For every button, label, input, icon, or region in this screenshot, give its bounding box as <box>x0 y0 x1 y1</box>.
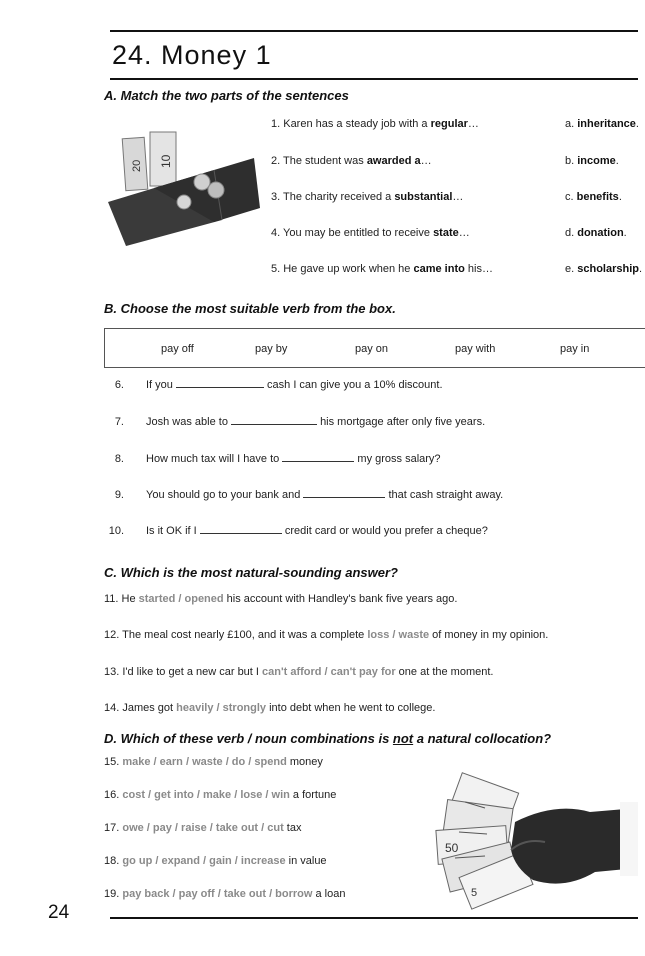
gap-fill-item: 7. Josh was able to his mortgage after only five years. <box>114 416 486 428</box>
match-right-item: a. inheritance. <box>565 118 639 130</box>
banknote-10 <box>150 132 176 186</box>
verb-option: pay by <box>255 343 288 355</box>
answer-blank[interactable] <box>282 451 354 462</box>
coin <box>208 182 224 198</box>
collocation-item: 15. make / earn / waste / do / spend money <box>104 756 323 768</box>
gap-fill-item: 10. Is it OK if I credit card or would you prefer a cheque? <box>108 525 488 537</box>
choice-item: 12. The meal cost nearly £100, and it was a complete loss / waste of money in my opinion. <box>104 629 549 641</box>
choice-item: 14. James got heavily / strongly into debt when he went to college. <box>104 702 436 714</box>
collocation-item: 17. owe / pay / raise / take out / cut tax <box>104 822 302 834</box>
collocation-item: 16. cost / get into / make / lose / win a fortune <box>104 789 337 801</box>
coin <box>194 174 210 190</box>
match-right-item: c. benefits. <box>565 191 622 203</box>
collocation-item: 18. go up / expand / gain / increase in value <box>104 855 327 867</box>
verb-option: pay off <box>161 343 194 355</box>
banknote-5-label: 5 <box>471 887 478 899</box>
hand-with-banknotes-illustration <box>415 772 638 910</box>
match-left-item: 4. You may be entitled to receive state… <box>271 227 470 239</box>
verb-option: pay in <box>560 343 590 355</box>
match-left-item: 3. The charity received a substantial… <box>271 191 464 203</box>
match-right-item: d. donation. <box>565 227 627 239</box>
gap-fill-item: 9. You should go to your bank and that cash straight away. <box>114 489 504 501</box>
section-c-heading: C. Which is the most natural-sounding answer? <box>104 565 398 580</box>
section-a-heading: A. Match the two parts of the sentences <box>104 88 349 103</box>
section-d-heading: D. Which of these verb / noun combinations is not a natural collocation? <box>104 731 552 746</box>
title-rule <box>110 78 638 80</box>
page-title: 24. Money 1 <box>112 40 272 70</box>
choice-item: 11. He started / opened his account with Handley's bank five years ago. <box>104 593 458 605</box>
match-right-item: b. income. <box>565 155 619 167</box>
answer-blank[interactable] <box>231 414 317 425</box>
verb-box <box>104 328 645 368</box>
answer-blank[interactable] <box>200 523 282 534</box>
shirt-cuff <box>620 802 638 876</box>
answer-blank[interactable] <box>303 487 385 498</box>
wallet-note-10-label: 10 <box>159 154 173 168</box>
bottom-rule <box>110 917 638 919</box>
answer-blank[interactable] <box>176 377 264 388</box>
wallet-illustration <box>104 130 264 248</box>
choice-item: 13. I'd like to get a new car but I can't afford / can't pay for one at the moment. <box>104 666 494 678</box>
gap-fill-item: 6. If you cash I can give you a 10% discount. <box>114 379 443 391</box>
banknote-50-label: 50 <box>445 841 459 855</box>
collocation-item: 19. pay back / pay off / take out / borrow a loan <box>104 888 346 900</box>
match-left-item: 1. Karen has a steady job with a regular… <box>271 118 479 130</box>
verb-option: pay on <box>355 343 389 355</box>
verb-option: pay with <box>455 343 496 355</box>
match-left-item: 2. The student was awarded a… <box>271 155 432 167</box>
page-number: 24 <box>48 902 70 923</box>
section-b-heading: B. Choose the most suitable verb from the box. <box>104 301 396 316</box>
match-left-item: 5. He gave up work when he came into his… <box>271 263 493 275</box>
wallet-note-20-label: 20 <box>131 159 143 172</box>
banknote-20 <box>122 137 148 190</box>
gap-fill-item: 8. How much tax will I have to my gross salary? <box>114 453 441 465</box>
coin <box>177 195 191 209</box>
match-right-item: e. scholarship. <box>565 263 643 275</box>
top-rule <box>110 30 638 32</box>
hand <box>511 808 638 884</box>
